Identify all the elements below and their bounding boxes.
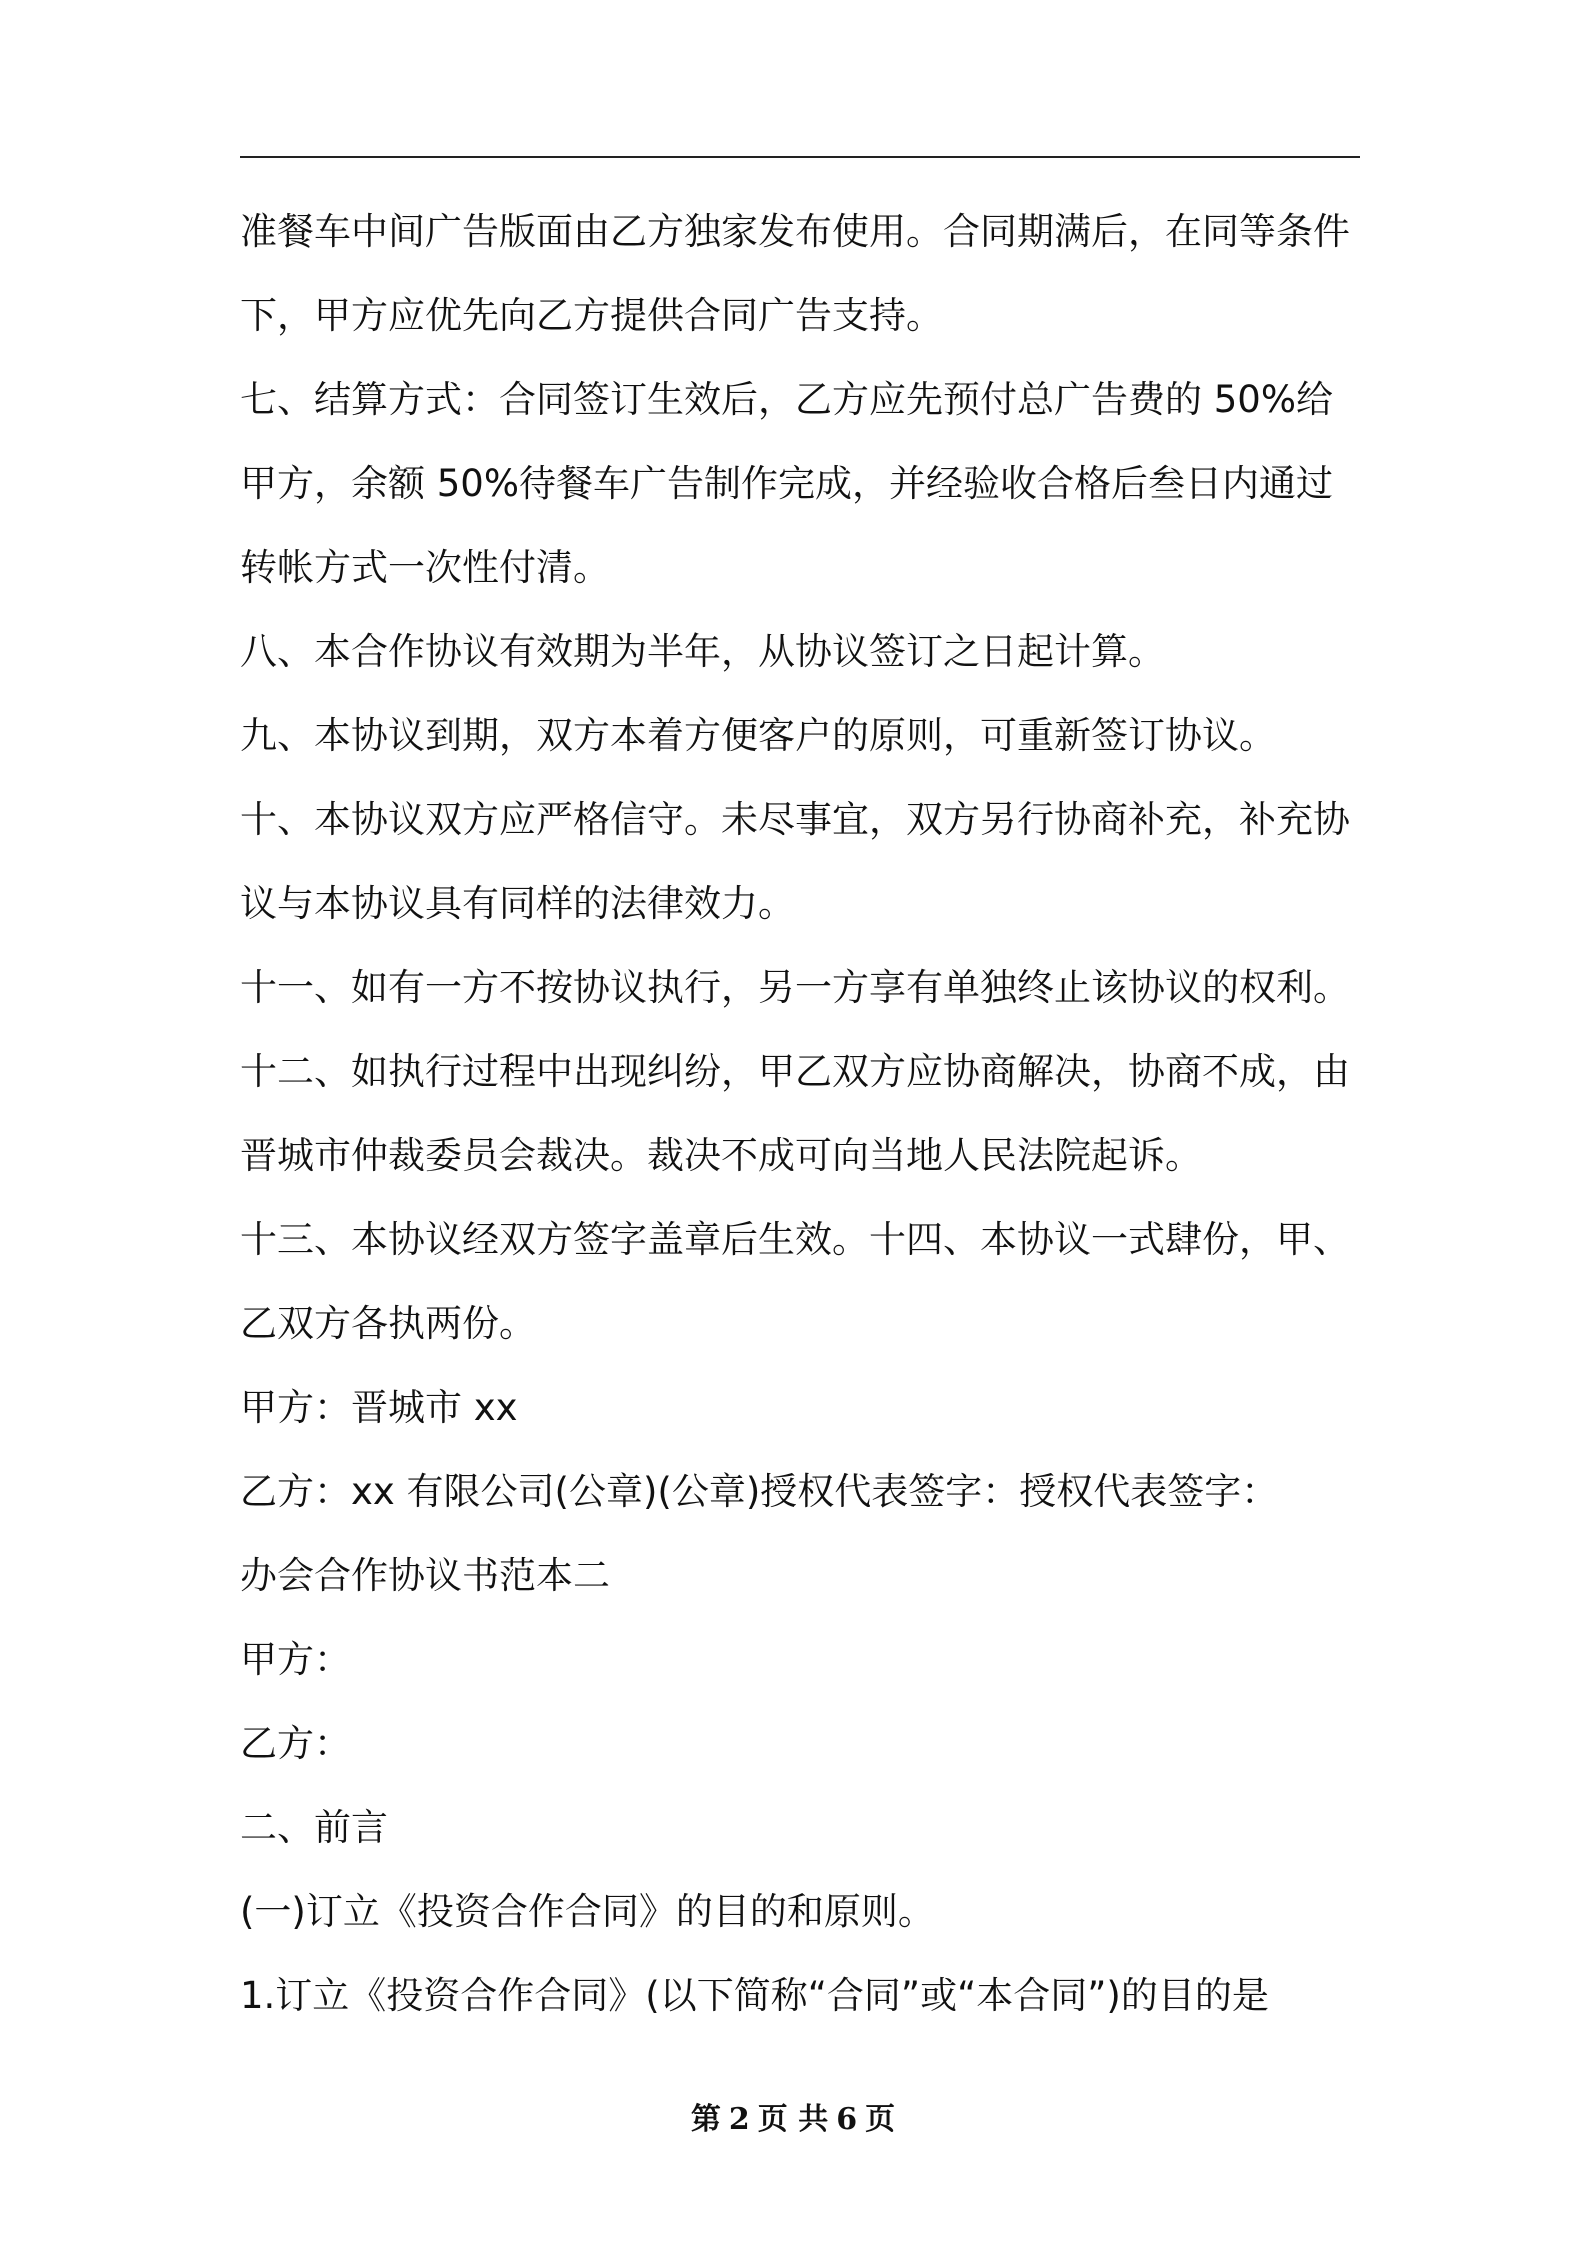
text-line: 准餐车中间广告版面由乙方独家发布使用。合同期满后，在同等条件 — [240, 210, 1350, 253]
text-line: 十二、如执行过程中出现纠纷，甲乙双方应协商解决，协商不成，由 — [240, 1050, 1350, 1093]
text-line: 乙方：xx 有限公司(公章)(公章)授权代表签字：授权代表签字： — [240, 1470, 1279, 1513]
page-number-footer — [0, 2094, 1586, 2138]
text-line: 十一、如有一方不按协议执行，另一方享有单独终止该协议的权利。 — [240, 966, 1350, 1009]
text-line: 二、前言 — [240, 1806, 388, 1849]
document-body — [240, 190, 1360, 2038]
footer-suffix: 页 — [865, 2102, 896, 2137]
text-line: 下，甲方应优先向乙方提供合同广告支持。 — [240, 294, 943, 337]
text-line: 九、本协议到期，双方本着方便客户的原则，可重新签订协议。 — [240, 714, 1276, 757]
text-line: 办会合作协议书范本二 — [240, 1554, 610, 1597]
footer-prefix: 第 — [690, 2102, 721, 2137]
current-page-number: 2 — [728, 2102, 750, 2137]
text-line: 甲方： — [240, 1638, 351, 1681]
text-line: (一)订立《投资合作合同》的目的和原则。 — [240, 1890, 935, 1933]
text-line: 七、结算方式：合同签订生效后，乙方应先预付总广告费的 50%给 — [240, 378, 1333, 421]
text-line: 议与本协议具有同样的法律效力。 — [240, 882, 795, 925]
text-line: 甲方，余额 50%待餐车广告制作完成，并经验收合格后叁日内通过 — [240, 462, 1333, 505]
total-pages-number: 6 — [836, 2102, 858, 2137]
text-line: 1.订立《投资合作合同》(以下简称“合同”或“本合同”)的目的是 — [240, 1974, 1269, 2017]
text-line: 八、本合作协议有效期为半年，从协议签订之日起计算。 — [240, 630, 1165, 673]
text-line: 转帐方式一次性付清。 — [240, 546, 610, 589]
text-line: 乙双方各执两份。 — [240, 1302, 536, 1345]
text-line: 十三、本协议经双方签字盖章后生效。十四、本协议一式肆份，甲、 — [240, 1218, 1350, 1261]
text-line: 乙方： — [240, 1722, 351, 1765]
text-line: 晋城市仲裁委员会裁决。裁决不成可向当地人民法院起诉。 — [240, 1134, 1202, 1177]
header-rule — [240, 156, 1360, 158]
text-line: 十、本协议双方应严格信守。未尽事宜，双方另行协商补充，补充协 — [240, 798, 1350, 841]
footer-middle: 页 共 — [757, 2102, 829, 2137]
text-line: 甲方：晋城市 xx — [240, 1386, 518, 1429]
